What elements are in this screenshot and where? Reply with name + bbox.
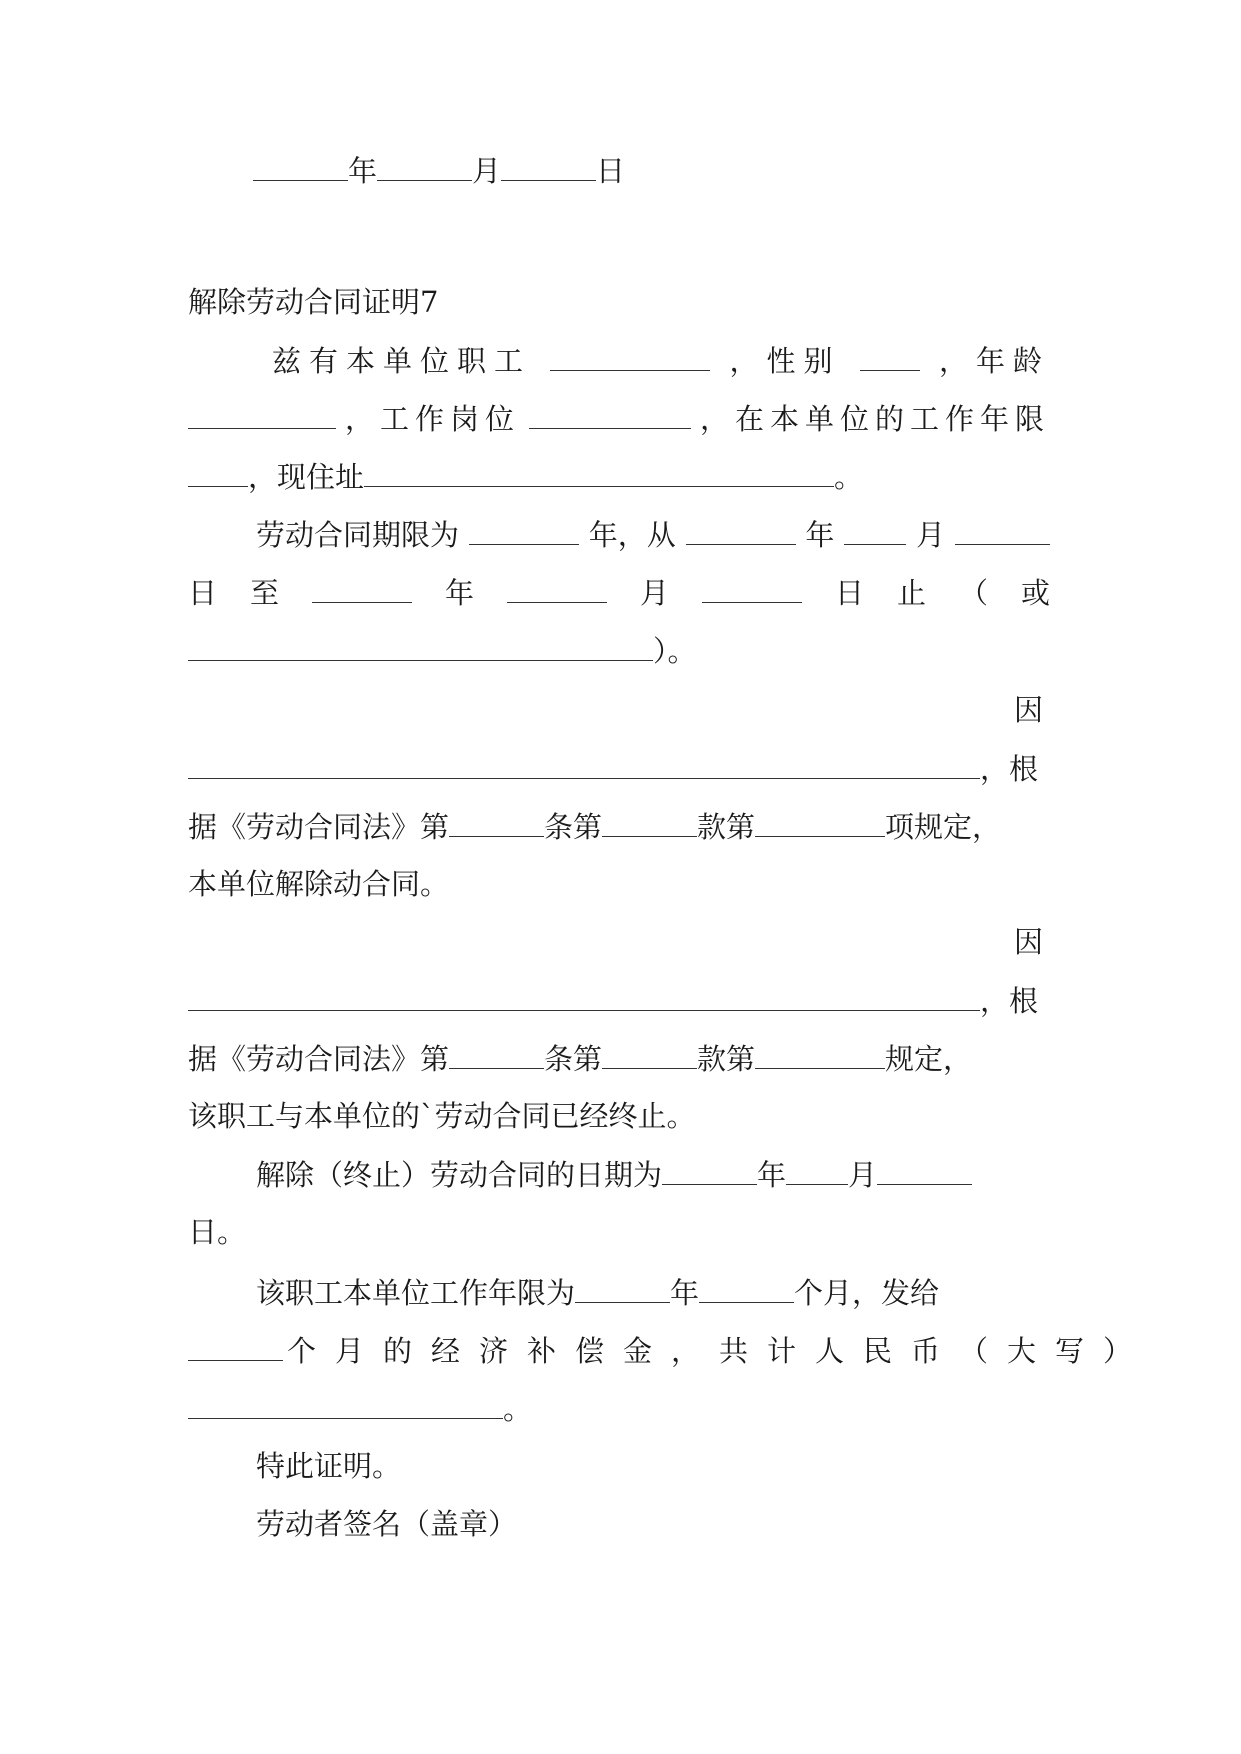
p3-article-blank[interactable] [449,806,544,837]
p1-prefix: 兹有本单位职工 [272,344,532,378]
month-label: 月 [472,154,502,188]
day-blank[interactable] [501,150,596,181]
p4-gen: ，根 [980,984,1039,1018]
p2-line2 [188,572,1050,612]
p2-prefix: 劳动合同期限为 [256,518,460,552]
p4-kuan: 款第 [697,1042,756,1076]
p2-end-year-label: 年 [444,576,474,610]
p2-line3 [188,630,697,670]
p5-year-blank[interactable] [662,1154,757,1185]
p3-tiao: 条第 [544,810,603,844]
day-label: 日 [596,154,626,188]
alt-term-blank[interactable] [188,630,653,661]
start-day-blank[interactable] [955,514,1050,545]
p1-line1 [272,340,1050,380]
month-blank[interactable] [377,150,472,181]
end-day-blank[interactable] [702,572,802,603]
p6-months-blank[interactable] [699,1272,794,1303]
p6-end: 。 [503,1392,533,1426]
p2-end: ）。 [653,634,697,668]
p3-line4: 本单位解除动合同。 [188,867,450,901]
end-year-blank[interactable] [312,572,412,603]
p4-yin: 因 [1014,925,1044,959]
p2-to-label: 至 [250,576,280,610]
p2-end-day-label: 日 [834,576,864,610]
p1-line2 [188,398,1050,438]
p3-line2 [188,748,1038,788]
p6-line1 [256,1272,939,1312]
p3-yin: 因 [1014,693,1044,727]
p3-line3 [188,806,1001,846]
p3-item-blank[interactable] [755,806,885,837]
p3-xiang: 项规定， [885,810,1002,844]
age-blank[interactable] [188,398,336,429]
gender-blank[interactable] [860,340,920,371]
p4-reason-blank[interactable] [188,980,980,1011]
p4-line3 [188,1038,972,1078]
p6-issue: 个月，发给 [794,1276,940,1310]
p4-item-blank[interactable] [755,1038,885,1069]
p6-comp-text: 个月的经济补偿金，共计人民币（大写） [287,1334,1152,1368]
closing-text: 特此证明。 [256,1449,402,1483]
p1-post-label: ，工作岗位 [344,402,520,436]
p5-prefix: 解除（终止）劳动合同的日期为 [256,1158,663,1192]
p4-line2 [188,980,1038,1020]
p2-month-label: 月 [916,518,946,552]
p3-law-label: 据《劳动合同法》第 [188,810,450,844]
p6-years-blank[interactable] [575,1272,670,1303]
signature-label: 劳动者签名（盖章） [256,1507,518,1541]
p2-line1 [256,514,1050,554]
p6-line3 [188,1388,532,1428]
p2-end-month-label: 月 [639,576,669,610]
p5-line1 [256,1154,972,1194]
years-blank[interactable] [188,456,248,487]
p5-day-blank[interactable] [877,1154,972,1185]
end-month-blank[interactable] [507,572,607,603]
p1-gender-label: ，性别 [729,344,841,378]
p4-tiao: 条第 [544,1042,603,1076]
p2-day-label: 日 [188,576,218,610]
year-blank[interactable] [253,150,348,181]
year-label: 年 [348,154,378,188]
address-blank[interactable] [364,456,834,487]
employee-name-blank[interactable] [550,340,710,371]
p2-or-label: 或 [1020,576,1050,610]
p4-law-label: 据《劳动合同法》第 [188,1042,450,1076]
p6-amount-blank[interactable] [188,1388,503,1419]
p5-month: 月 [848,1158,878,1192]
p1-years-label: ，在本单位的工作年限 [699,402,1050,436]
p4-clause-blank[interactable] [602,1038,697,1069]
p2-year-label: 年 [805,518,835,552]
post-blank[interactable] [529,398,691,429]
date-line [253,150,625,190]
p1-end: 。 [834,460,864,494]
p2-stop-label: 止 [896,576,926,610]
p3-reason-blank[interactable] [188,748,980,779]
p2-paren-open: （ [958,576,988,610]
p1-line3 [188,456,863,496]
p6-year: 年 [670,1276,700,1310]
p5-line2: 日。 [188,1215,247,1249]
p3-gen: ，根 [980,752,1039,786]
start-month-blank[interactable] [844,514,906,545]
p2-from-label: 年，从 [588,518,676,552]
document-title: 解除劳动合同证明7 [188,285,439,319]
p6-comp-months-blank[interactable] [188,1330,283,1361]
p5-year: 年 [757,1158,787,1192]
start-year-blank[interactable] [686,514,796,545]
p6-line2 [188,1330,1151,1370]
term-years-blank[interactable] [469,514,579,545]
p4-guiding: 规定， [885,1042,973,1076]
p3-kuan: 款第 [697,810,756,844]
p6-prefix: 该职工本单位工作年限为 [256,1276,576,1310]
p3-clause-blank[interactable] [602,806,697,837]
p4-article-blank[interactable] [449,1038,544,1069]
p1-age-label: ，年龄 [938,344,1050,378]
p5-month-blank[interactable] [786,1154,848,1185]
p1-addr-label: ，现住址 [248,460,365,494]
p4-line4: 该职工与本单位的`劳动合同已经终止。 [188,1099,696,1133]
